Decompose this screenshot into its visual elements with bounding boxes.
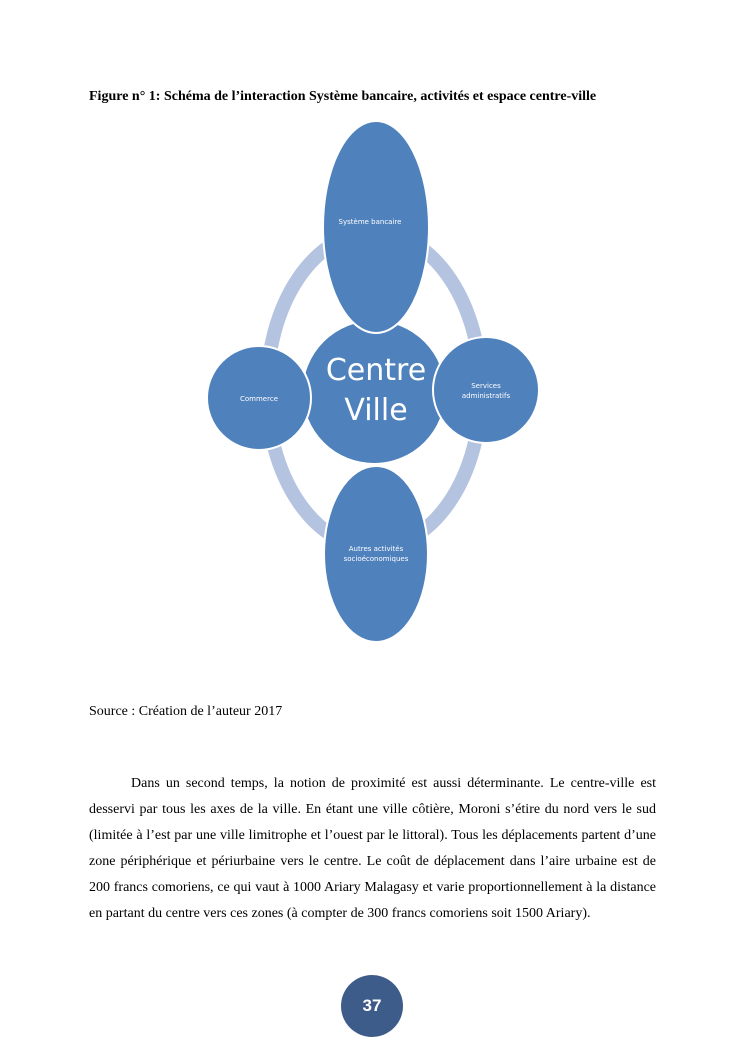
figure-source: Source : Création de l’auteur 2017: [89, 704, 283, 719]
node-autres-activites-label-line1: Autres activités: [348, 545, 404, 553]
node-services-administratifs-label-line1: Services: [471, 382, 501, 390]
node-systeme-bancaire-label: Système bancaire: [338, 218, 402, 226]
figure-title: Figure n° 1: Schéma de l’interaction Système bancaire, activités et espace centre-ville: [89, 89, 597, 104]
node-services-administratifs-label-line2: administratifs: [461, 392, 511, 400]
center-label-line2: Ville: [344, 393, 408, 428]
node-autres-activites: [324, 466, 428, 642]
body-paragraph: Dans un second temps, la notion de proximité est aussi déterminante. Le centre-ville est desservi par tous les axes de la ville. En étant une ville côtière, Moroni s’étire du nord vers le sud (limitée à l’est par une ville limitrophe et l’ouest par le littoral). Tous les déplacements partent d’une zone périphérique et périurbaine vers le centre. Le coût de déplacement dans l’aire urbaine est de 200 francs comoriens, ce qui vaut à 1000 Ariary Malagasy et varie proportionnellement à la distance en partant du centre vers ces zones (à compter de 300 francs comoriens soit 1500 Ariary).: [89, 776, 656, 921]
page-number: 37: [362, 996, 382, 1015]
page-number-badge: [341, 975, 403, 1037]
node-services-administratifs: [433, 337, 539, 443]
node-autres-activites-label-line2: socioéconomiques: [343, 555, 409, 563]
center-label-line1: Centre: [325, 353, 427, 388]
node-commerce-label: Commerce: [240, 395, 278, 403]
node-systeme-bancaire: [323, 121, 429, 333]
center-node: [302, 320, 446, 464]
